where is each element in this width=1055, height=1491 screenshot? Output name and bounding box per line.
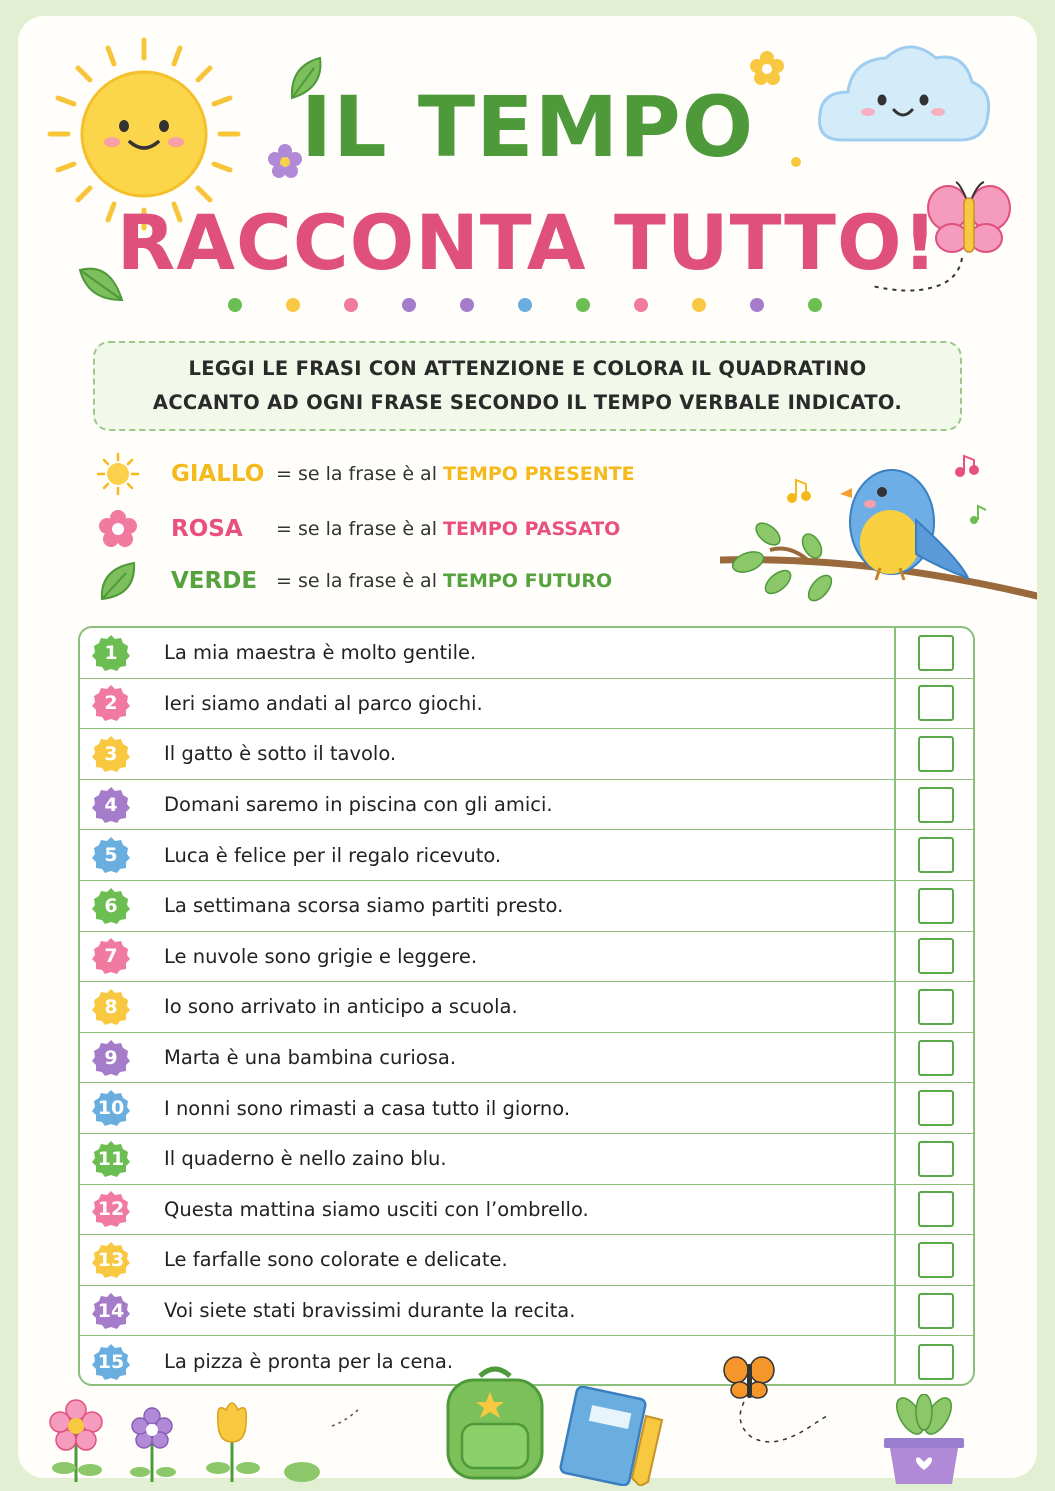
sentence-text: Domani saremo in piscina con gli amici. bbox=[164, 793, 553, 817]
table-row bbox=[80, 881, 973, 932]
decor-dot bbox=[808, 298, 822, 312]
table-row bbox=[80, 932, 973, 983]
sentence-text: Luca è felice per il regalo ricevuto. bbox=[164, 843, 502, 867]
number-badge bbox=[92, 735, 130, 773]
table-row bbox=[80, 982, 973, 1033]
sentence-text: Voi siete stati bravissimi durante la recita. bbox=[164, 1299, 576, 1323]
row-number: 8 bbox=[104, 995, 118, 1018]
bird-on-branch-icon bbox=[720, 450, 1037, 620]
decor-dot bbox=[634, 298, 648, 312]
sentence-text: Le farfalle sono colorate e delicate. bbox=[164, 1248, 508, 1272]
color-checkbox[interactable] bbox=[918, 1344, 954, 1380]
sun-icon bbox=[96, 454, 140, 494]
color-checkbox[interactable] bbox=[918, 989, 954, 1025]
row-number: 5 bbox=[104, 844, 118, 867]
number-badge bbox=[92, 1190, 130, 1228]
color-checkbox[interactable] bbox=[918, 685, 954, 721]
number-badge bbox=[92, 1039, 130, 1077]
page-title: IL TEMPO bbox=[300, 78, 755, 176]
row-number: 2 bbox=[104, 692, 118, 715]
legend-text: = se la frase è al TEMPO PRESENTE bbox=[276, 463, 635, 485]
color-checkbox[interactable] bbox=[918, 1191, 954, 1227]
sentence-text: La mia maestra è molto gentile. bbox=[164, 641, 477, 665]
color-checkbox[interactable] bbox=[918, 1293, 954, 1329]
number-badge bbox=[92, 836, 130, 874]
decor-dot bbox=[344, 298, 358, 312]
color-checkbox[interactable] bbox=[918, 1090, 954, 1126]
number-badge bbox=[92, 988, 130, 1026]
sentence-text: Marta è una bambina curiosa. bbox=[164, 1046, 457, 1070]
legend-tense: TEMPO PASSATO bbox=[443, 518, 621, 540]
sentences-table bbox=[78, 626, 975, 1386]
plant-pot-icon bbox=[874, 1394, 974, 1484]
leaf-icon bbox=[96, 561, 140, 601]
row-number: 4 bbox=[104, 793, 118, 816]
row-number: 11 bbox=[97, 1147, 125, 1170]
number-badge bbox=[92, 1343, 130, 1381]
number-badge bbox=[92, 887, 130, 925]
number-badge bbox=[92, 1089, 130, 1127]
row-number: 12 bbox=[97, 1198, 125, 1221]
sentence-text: Questa mattina siamo usciti con l’ombrello. bbox=[164, 1197, 589, 1221]
flower-icon bbox=[96, 509, 140, 549]
row-number: 6 bbox=[104, 894, 118, 917]
legend-color-name: GIALLO bbox=[171, 461, 265, 487]
sentence-text: Le nuvole sono grigie e leggere. bbox=[164, 944, 478, 968]
decor-dot bbox=[228, 298, 242, 312]
table-row bbox=[80, 830, 973, 881]
number-badge bbox=[92, 1140, 130, 1178]
number-badge bbox=[92, 786, 130, 824]
number-badge bbox=[92, 1292, 130, 1330]
flowers-decoration-icon bbox=[36, 1392, 336, 1482]
row-number: 15 bbox=[97, 1350, 125, 1373]
number-badge bbox=[92, 1241, 130, 1279]
decor-dot bbox=[286, 298, 300, 312]
number-badge bbox=[92, 937, 130, 975]
page-subtitle: RACCONTA TUTTO! bbox=[116, 198, 939, 287]
row-number: 10 bbox=[97, 1097, 125, 1120]
legend-text: = se la frase è al TEMPO FUTURO bbox=[276, 570, 613, 592]
table-row bbox=[80, 1134, 973, 1185]
legend-row-future bbox=[96, 561, 613, 601]
color-checkbox[interactable] bbox=[918, 1141, 954, 1177]
color-checkbox[interactable] bbox=[918, 1242, 954, 1278]
legend-row-present bbox=[96, 454, 635, 494]
sentence-text: La pizza è pronta per la cena. bbox=[164, 1350, 454, 1374]
legend-tense: TEMPO FUTURO bbox=[443, 570, 613, 592]
table-row bbox=[80, 1185, 973, 1236]
decor-dot bbox=[460, 298, 474, 312]
row-number: 13 bbox=[97, 1248, 125, 1271]
sentence-text: Ieri siamo andati al parco giochi. bbox=[164, 691, 483, 715]
sentence-text: I nonni sono rimasti a casa tutto il giorno. bbox=[164, 1096, 571, 1120]
color-checkbox[interactable] bbox=[918, 736, 954, 772]
decor-dot bbox=[402, 298, 416, 312]
instructions-line: LEGGI LE FRASI CON ATTENZIONE E COLORA IL QUADRATINO bbox=[188, 357, 867, 380]
table-row bbox=[80, 679, 973, 730]
table-row bbox=[80, 1286, 973, 1337]
legend-color-name: VERDE bbox=[171, 568, 258, 594]
table-row bbox=[80, 1235, 973, 1286]
dotted-trail-icon bbox=[330, 1408, 360, 1428]
decor-dot bbox=[692, 298, 706, 312]
butterfly-icon bbox=[714, 1352, 844, 1462]
row-number: 14 bbox=[97, 1299, 125, 1322]
sentence-text: Il gatto è sotto il tavolo. bbox=[164, 742, 397, 766]
sentence-text: Io sono arrivato in anticipo a scuola. bbox=[164, 995, 518, 1019]
row-number: 7 bbox=[104, 945, 118, 968]
backpack-icon bbox=[440, 1362, 550, 1480]
table-row bbox=[80, 729, 973, 780]
decor-dot bbox=[576, 298, 590, 312]
legend-text: = se la frase è al TEMPO PASSATO bbox=[276, 518, 621, 540]
legend-row-past bbox=[96, 509, 621, 549]
sentence-text: Il quaderno è nello zaino blu. bbox=[164, 1147, 447, 1171]
row-number: 9 bbox=[104, 1046, 118, 1069]
row-number: 1 bbox=[104, 641, 118, 664]
decor-dot bbox=[518, 298, 532, 312]
instructions-line: ACCANTO AD OGNI FRASE SECONDO IL TEMPO VERBALE INDICATO. bbox=[152, 391, 903, 414]
row-number: 3 bbox=[104, 742, 118, 765]
legend-color-name: ROSA bbox=[171, 516, 243, 542]
color-checkbox[interactable] bbox=[918, 938, 954, 974]
decor-dot-row bbox=[228, 298, 866, 312]
color-checkbox[interactable] bbox=[918, 888, 954, 924]
color-checkbox[interactable] bbox=[918, 837, 954, 873]
table-row bbox=[80, 628, 973, 679]
sentence-text: La settimana scorsa siamo partiti presto. bbox=[164, 894, 564, 918]
instructions-box bbox=[93, 341, 962, 431]
number-badge bbox=[92, 684, 130, 722]
notebook-icon bbox=[556, 1386, 676, 1486]
legend-tense: TEMPO PRESENTE bbox=[443, 463, 635, 485]
color-checkbox[interactable] bbox=[918, 1040, 954, 1076]
number-badge bbox=[92, 634, 130, 672]
color-checkbox[interactable] bbox=[918, 635, 954, 671]
color-checkbox[interactable] bbox=[918, 787, 954, 823]
table-row bbox=[80, 1033, 973, 1084]
table-row bbox=[80, 1083, 973, 1134]
decor-dot bbox=[750, 298, 764, 312]
table-row bbox=[80, 780, 973, 831]
